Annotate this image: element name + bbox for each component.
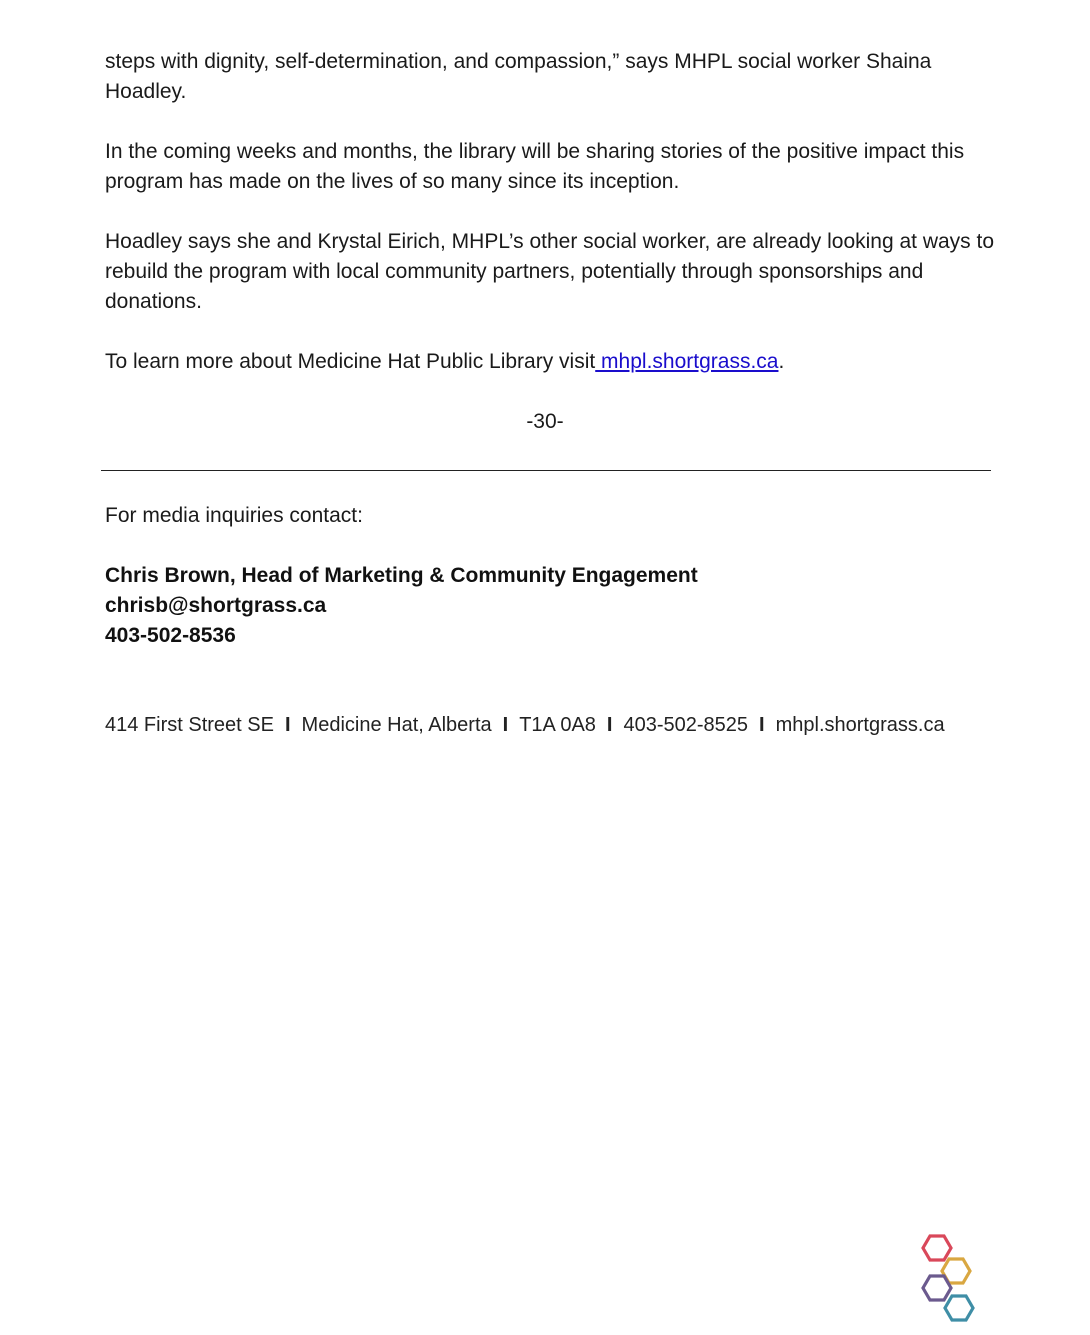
contact-block	[105, 561, 698, 651]
learn-more-text: To learn more about Medicine Hat Public Library visit	[105, 350, 596, 373]
footer-separator: I	[502, 714, 509, 736]
body-paragraph-1: steps with dignity, self-determination, and compassion,” says MHPL social worker Shaina Hoadley.	[105, 50, 932, 103]
hexagon-cluster-logo-icon	[915, 1228, 995, 1330]
footer-city: Medicine Hat, Alberta	[301, 714, 492, 736]
end-mark: -30-	[526, 410, 564, 433]
contact-phone: 403-502-8536	[105, 624, 236, 647]
media-inquiries-label: For media inquiries contact:	[105, 504, 363, 527]
footer-separator: I	[606, 714, 613, 736]
footer-address-bar	[105, 710, 995, 740]
website-link[interactable]: mhpl.shortgrass.ca	[595, 350, 779, 373]
logo-hexagon-red	[923, 1236, 951, 1260]
body-paragraph-4	[105, 347, 995, 377]
logo-hexagon-purple	[923, 1276, 951, 1300]
contact-name-title: Chris Brown, Head of Marketing & Community Engagement	[105, 564, 698, 587]
footer-address: 414 First Street SE	[105, 714, 274, 736]
divider-line	[101, 470, 991, 471]
footer-separator: I	[284, 714, 291, 736]
contact-email: chrisb@shortgrass.ca	[105, 594, 327, 617]
footer-separator: I	[759, 714, 765, 736]
learn-more-period: .	[778, 350, 785, 373]
footer-phone: 403-502-8525	[623, 714, 749, 736]
body-paragraph-2: In the coming weeks and months, the library will be sharing stories of the positive impact this program has made on the lives of so many since its inception.	[105, 140, 965, 193]
footer-postal-code: T1A 0A8	[519, 714, 596, 736]
body-paragraph-3: Hoadley says she and Krystal Eirich, MHPL’s other social worker, are already looking at ways to rebuild the program with local community partners, potentially through sponsorships and donations.	[105, 230, 995, 313]
logo-hexagon-teal	[945, 1296, 973, 1320]
footer-website: mhpl.shortgrass.ca	[775, 714, 945, 736]
